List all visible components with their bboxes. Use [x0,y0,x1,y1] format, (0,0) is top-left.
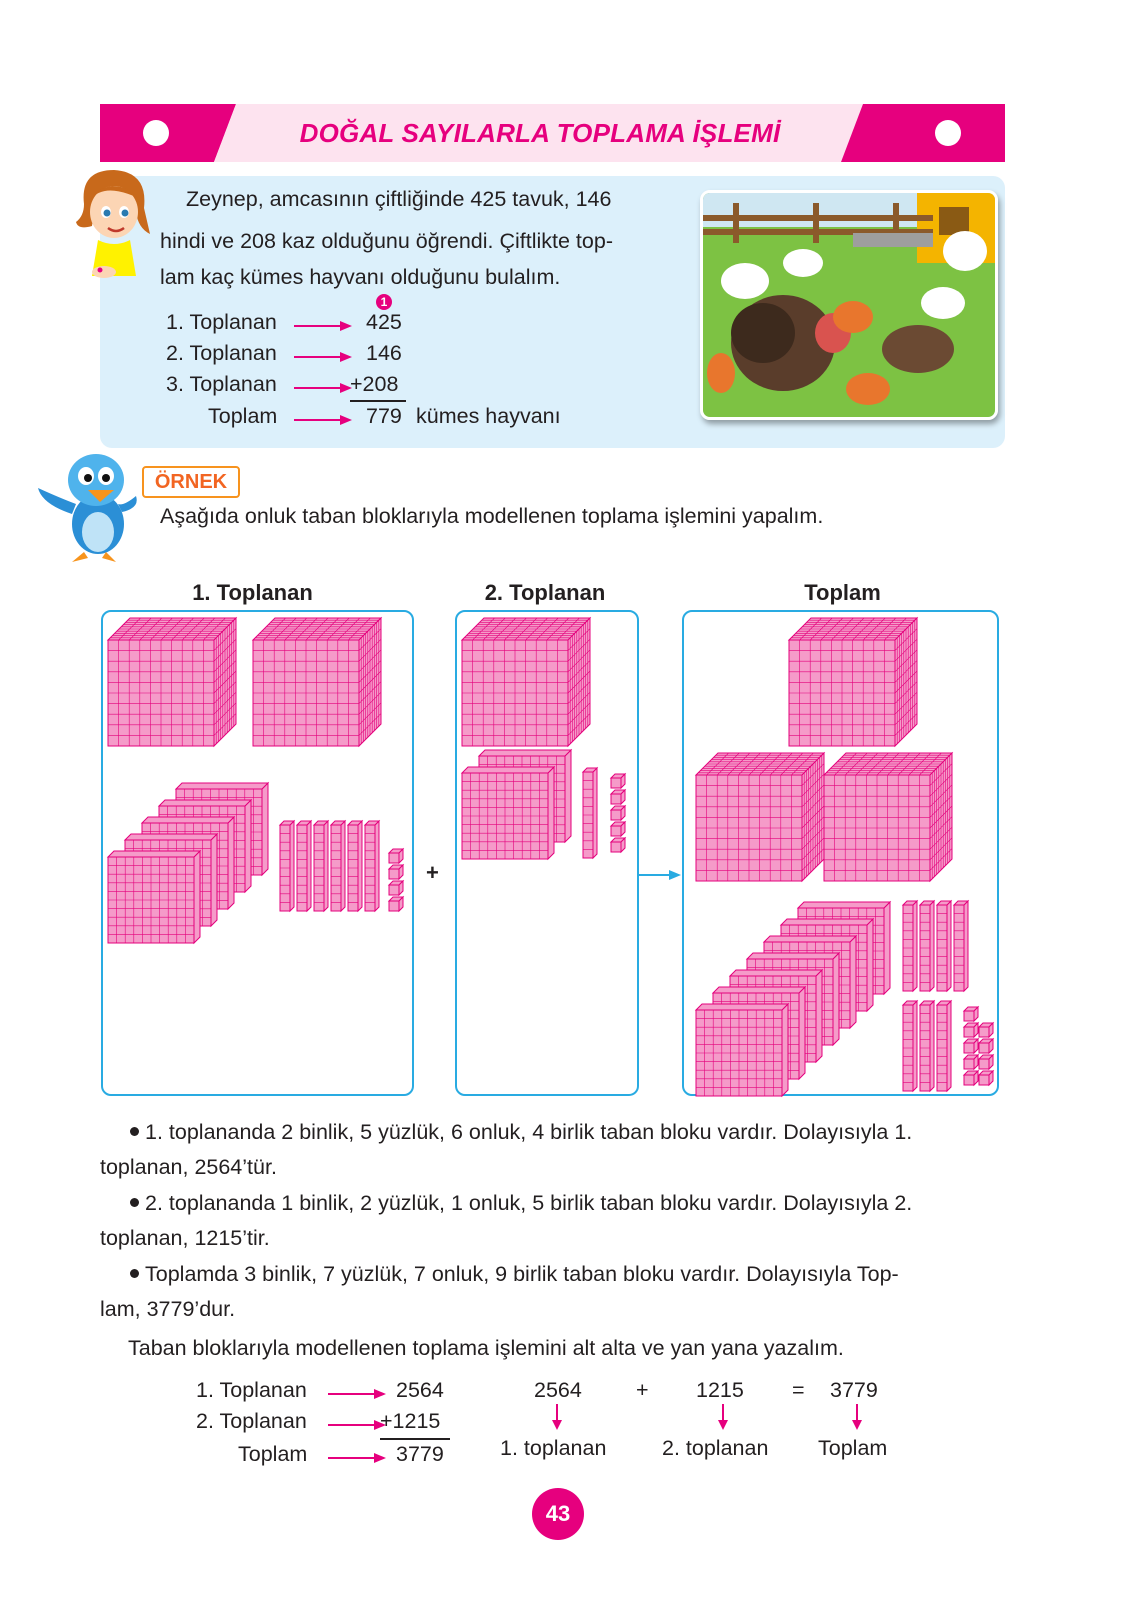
arrow-icon [328,1388,386,1400]
intro-row-label: 2. Toplanan [166,341,277,365]
horizontal-a-label: 1. toplanan [500,1436,607,1460]
intro-row-value: 779 [366,404,402,428]
example-text: Aşağıda onluk taban bloklarıyla modellenen toplama işlemini yapalım. [160,504,824,528]
bullet-text: lam, 3779’dur. [100,1297,236,1321]
intro-row-value: 425 [366,310,402,334]
arrow-icon [294,320,352,332]
intro-row-label: 3. Toplanan [166,372,277,396]
sum-panel [682,610,999,1096]
addend2-panel [455,610,639,1096]
bullet-paragraph-1 [100,1115,1005,1185]
horizontal-equals: = [792,1378,805,1402]
intro-row-value: +208 [350,372,399,396]
bullet-text: Toplamda 3 binlik, 7 yüzlük, 7 onluk, 9 birlik taban bloku vardır. Dolayısıyla Top- [145,1262,899,1286]
result-arrow-icon [637,868,681,882]
vertical-label: 2. Toplanan [196,1409,307,1433]
farm-photo [700,190,998,420]
bullet-paragraph-3 [100,1257,1005,1327]
col-header-sum: Toplam [804,580,881,605]
example-tag: ÖRNEK [142,466,240,498]
banner-dot-right [935,120,961,146]
arrow-icon [294,351,352,363]
horizontal-c-label: Toplam [818,1436,888,1460]
vertical-value: 3779 [396,1442,444,1466]
instruction-text: Taban bloklarıyla modellenen toplama işlemini alt alta ve yan yana yazalım. [128,1336,844,1360]
down-arrow-icon [717,1404,729,1430]
col-header-addend2: 2. Toplanan [484,580,606,605]
sum-line [380,1438,450,1440]
page-title: DOĞAL SAYILARLA TOPLAMA İŞLEMİ [299,118,781,148]
arrow-icon [328,1419,386,1431]
bullet-paragraph-2 [100,1186,1005,1256]
bird-illustration [36,448,140,566]
down-arrow-icon [551,1404,563,1430]
horizontal-c: 3779 [830,1378,878,1402]
vertical-label: Toplam [238,1442,308,1466]
col-header-addend1: 1. Toplanan [192,580,313,605]
arrow-icon [294,414,352,426]
bullet-text: toplanan, 2564’tür. [100,1155,277,1179]
horizontal-b: 1215 [696,1378,744,1402]
sum-line [350,400,406,402]
arrow-icon [294,382,352,394]
bullet-text: 2. toplananda 1 binlik, 2 yüzlük, 1 onluk, 5 birlik taban bloku vardır. Dolayısıyla 2. [145,1191,913,1215]
intro-row-label: 1. Toplanan [166,310,277,334]
carry-mark: 1 [376,294,392,310]
arrow-icon [328,1452,386,1464]
banner-dot-left [143,120,169,146]
bullet-text: 1. toplananda 2 binlik, 5 yüzlük, 6 onluk, 4 birlik taban bloku vardır. Dolayısıyla 1. [145,1120,913,1144]
intro-line-1: Zeynep, amcasının çiftliğinde 425 tavuk, 146 [186,187,612,211]
plus-sign: + [426,860,439,885]
vertical-value: +1215 [380,1409,441,1433]
bullet-icon [130,1127,139,1136]
horizontal-plus: + [636,1378,649,1402]
girl-illustration [64,164,162,282]
bullet-text: toplanan, 1215’tir. [100,1226,270,1250]
intro-row-label: Toplam [208,404,278,428]
page-number: 43 [532,1488,584,1540]
intro-line-3: lam kaç kümes hayvanı olduğunu bulalım. [160,265,561,289]
intro-line-2: hindi ve 208 kaz olduğunu öğrendi. Çiftlikte top- [160,229,613,253]
bullet-icon [130,1269,139,1278]
intro-unit: kümes hayvanı [416,404,561,428]
bullet-icon [130,1198,139,1207]
intro-row-value: 146 [366,341,402,365]
vertical-value: 2564 [396,1378,444,1402]
horizontal-a: 2564 [534,1378,582,1402]
horizontal-b-label: 2. toplanan [662,1436,769,1460]
addend1-panel [101,610,414,1096]
vertical-label: 1. Toplanan [196,1378,307,1402]
down-arrow-icon [851,1404,863,1430]
